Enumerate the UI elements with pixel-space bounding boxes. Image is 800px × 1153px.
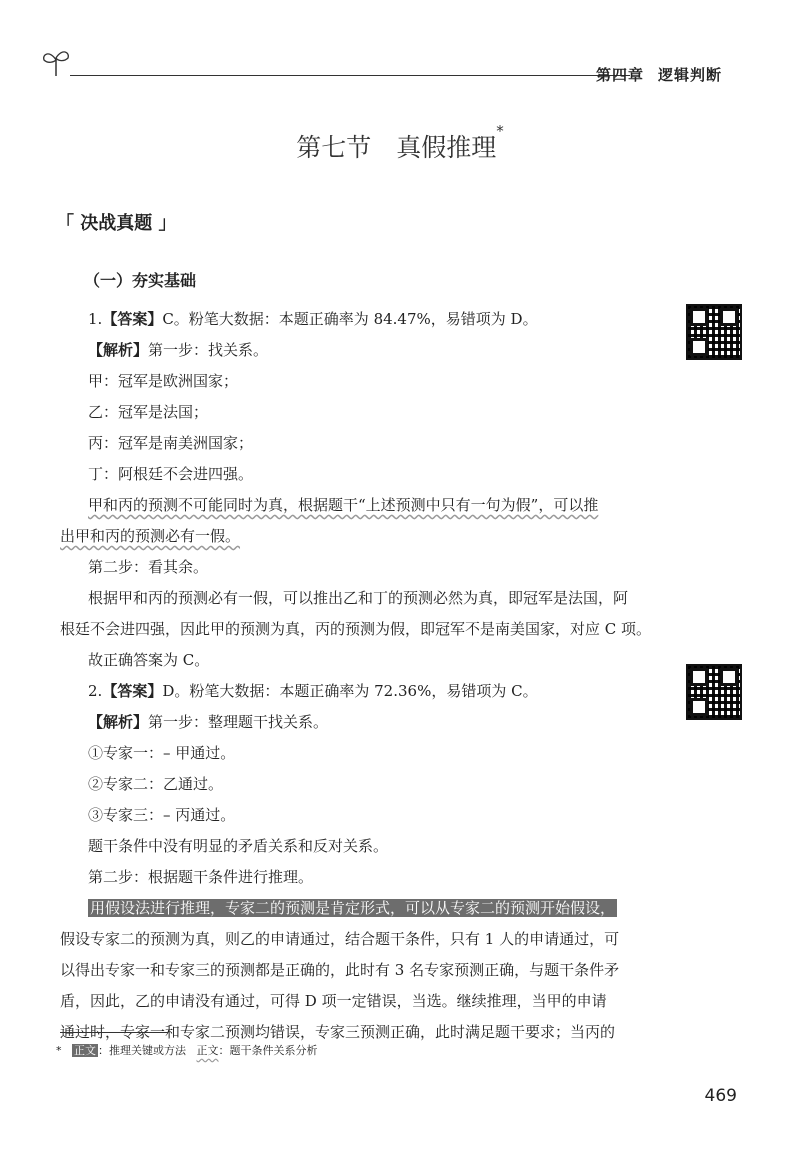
q2-line-d: 通过时，专家一和专家二预测均错误，专家三预测正确，此时满足题干要求；当丙的 xyxy=(60,1023,616,1041)
q1-step1: 第一步：找关系。 xyxy=(148,341,269,359)
q2-answer xyxy=(60,676,660,707)
analysis-tag: 【解析】 xyxy=(88,713,149,731)
highlighted-text: 用假设法进行推理，专家二的预测是肯定形式，可以从专家二的预测开始假设， xyxy=(90,899,616,917)
subsection-heading: （一）夯实基础 xyxy=(84,271,197,290)
q2-step2: 第二步：根据题干条件进行推理。 xyxy=(88,868,314,886)
q2-highlight-line xyxy=(60,893,660,924)
qr-code-icon xyxy=(686,664,742,720)
footnote-text-2: ：题干条件关系分析 xyxy=(218,1044,318,1057)
q1-number: 1. xyxy=(88,310,103,328)
q2-expert-3: ③专家三：– 丙通过。 xyxy=(88,806,236,824)
wavy-text: 甲和丙的预测不可能同时为真，根据题干“上述预测中只有一句为假”，可以推 xyxy=(88,496,599,514)
footnote-rule xyxy=(60,1032,168,1033)
q2-note: 题干条件中没有明显的矛盾关系和反对关系。 xyxy=(88,837,389,855)
section-title xyxy=(0,122,800,164)
q1-statement-a: 甲：冠军是欧洲国家； xyxy=(88,372,239,390)
q1-final: 故正确答案为 C。 xyxy=(88,651,210,669)
qr-code-icon xyxy=(686,304,742,360)
q1-reasoning-1 xyxy=(60,490,660,521)
chapter-label xyxy=(596,64,722,85)
q2-line-c: 盾，因此，乙的申请没有通过，可得 D 项一定错误，当选。继续推理，当甲的申请 xyxy=(60,992,607,1010)
q1-statement-b: 乙：冠军是法国； xyxy=(88,403,209,421)
footnote-tag-highlight: 正文 xyxy=(74,1044,96,1057)
q1-step2: 第二步：看其余。 xyxy=(88,558,209,576)
q2-line-b: 以得出专家一和专家三的预测都是正确的，此时有 3 名专家预测正确，与题干条件矛 xyxy=(60,961,620,979)
q2-number: 2. xyxy=(88,682,103,700)
q1-statement-c: 丙：冠军是南美洲国家； xyxy=(88,434,254,452)
chapter-number: 第四章 xyxy=(595,66,644,84)
wavy-text: 出甲和丙的预测必有一假。 xyxy=(60,527,241,545)
page-header xyxy=(40,44,760,84)
footnote-mark: * xyxy=(56,1044,62,1057)
q1-statement-d: 丁：阿根廷不会进四强。 xyxy=(88,465,254,483)
q1-answer-text: C。粉笔大数据：本题正确率为 84.47%，易错项为 D。 xyxy=(162,310,538,328)
footnote-text-1: ：推理关键或方法 xyxy=(98,1044,186,1057)
sprout-icon xyxy=(40,48,72,78)
q2-expert-1: ①专家一：– 甲通过。 xyxy=(88,744,236,762)
q1-conclusion-2: 根廷不会进四强，因此甲的预测为真，丙的预测为假，即冠军不是南美国家，对应 C 项。 xyxy=(60,620,652,638)
q1-reasoning-2 xyxy=(60,521,660,552)
section-heading: 「 决战真题 」 xyxy=(56,213,177,234)
q2-answer-text: D。粉笔大数据：本题正确率为 72.36%，易错项为 C。 xyxy=(162,682,538,700)
footnote xyxy=(56,1042,318,1058)
q1-answer xyxy=(60,304,660,335)
q1-conclusion-1: 根据甲和丙的预测必有一假，可以推出乙和丁的预测必然为真，即冠军是法国，阿 xyxy=(88,589,629,607)
section-title-text: 第七节 真假推理 xyxy=(296,133,497,162)
header-rule xyxy=(70,75,630,76)
q2-step1: 第一步：整理题干找关系。 xyxy=(148,713,329,731)
page-number: 469 xyxy=(704,1086,737,1106)
q2-line-a: 假设专家二的预测为真，则乙的申请通过，结合题干条件，只有 1 人的申请通过，可 xyxy=(60,930,620,948)
q1-analysis xyxy=(60,335,660,366)
answer-tag: 【答案】 xyxy=(102,682,163,700)
q2-expert-2: ②专家二：乙通过。 xyxy=(88,775,224,793)
chapter-title: 逻辑判断 xyxy=(657,66,722,84)
title-footnote-mark: * xyxy=(496,122,504,140)
footnote-tag-wavy: 正文 xyxy=(196,1044,219,1057)
answer-tag: 【答案】 xyxy=(102,310,163,328)
analysis-tag: 【解析】 xyxy=(88,341,149,359)
q2-analysis xyxy=(60,707,660,738)
answer-content xyxy=(60,304,660,1048)
